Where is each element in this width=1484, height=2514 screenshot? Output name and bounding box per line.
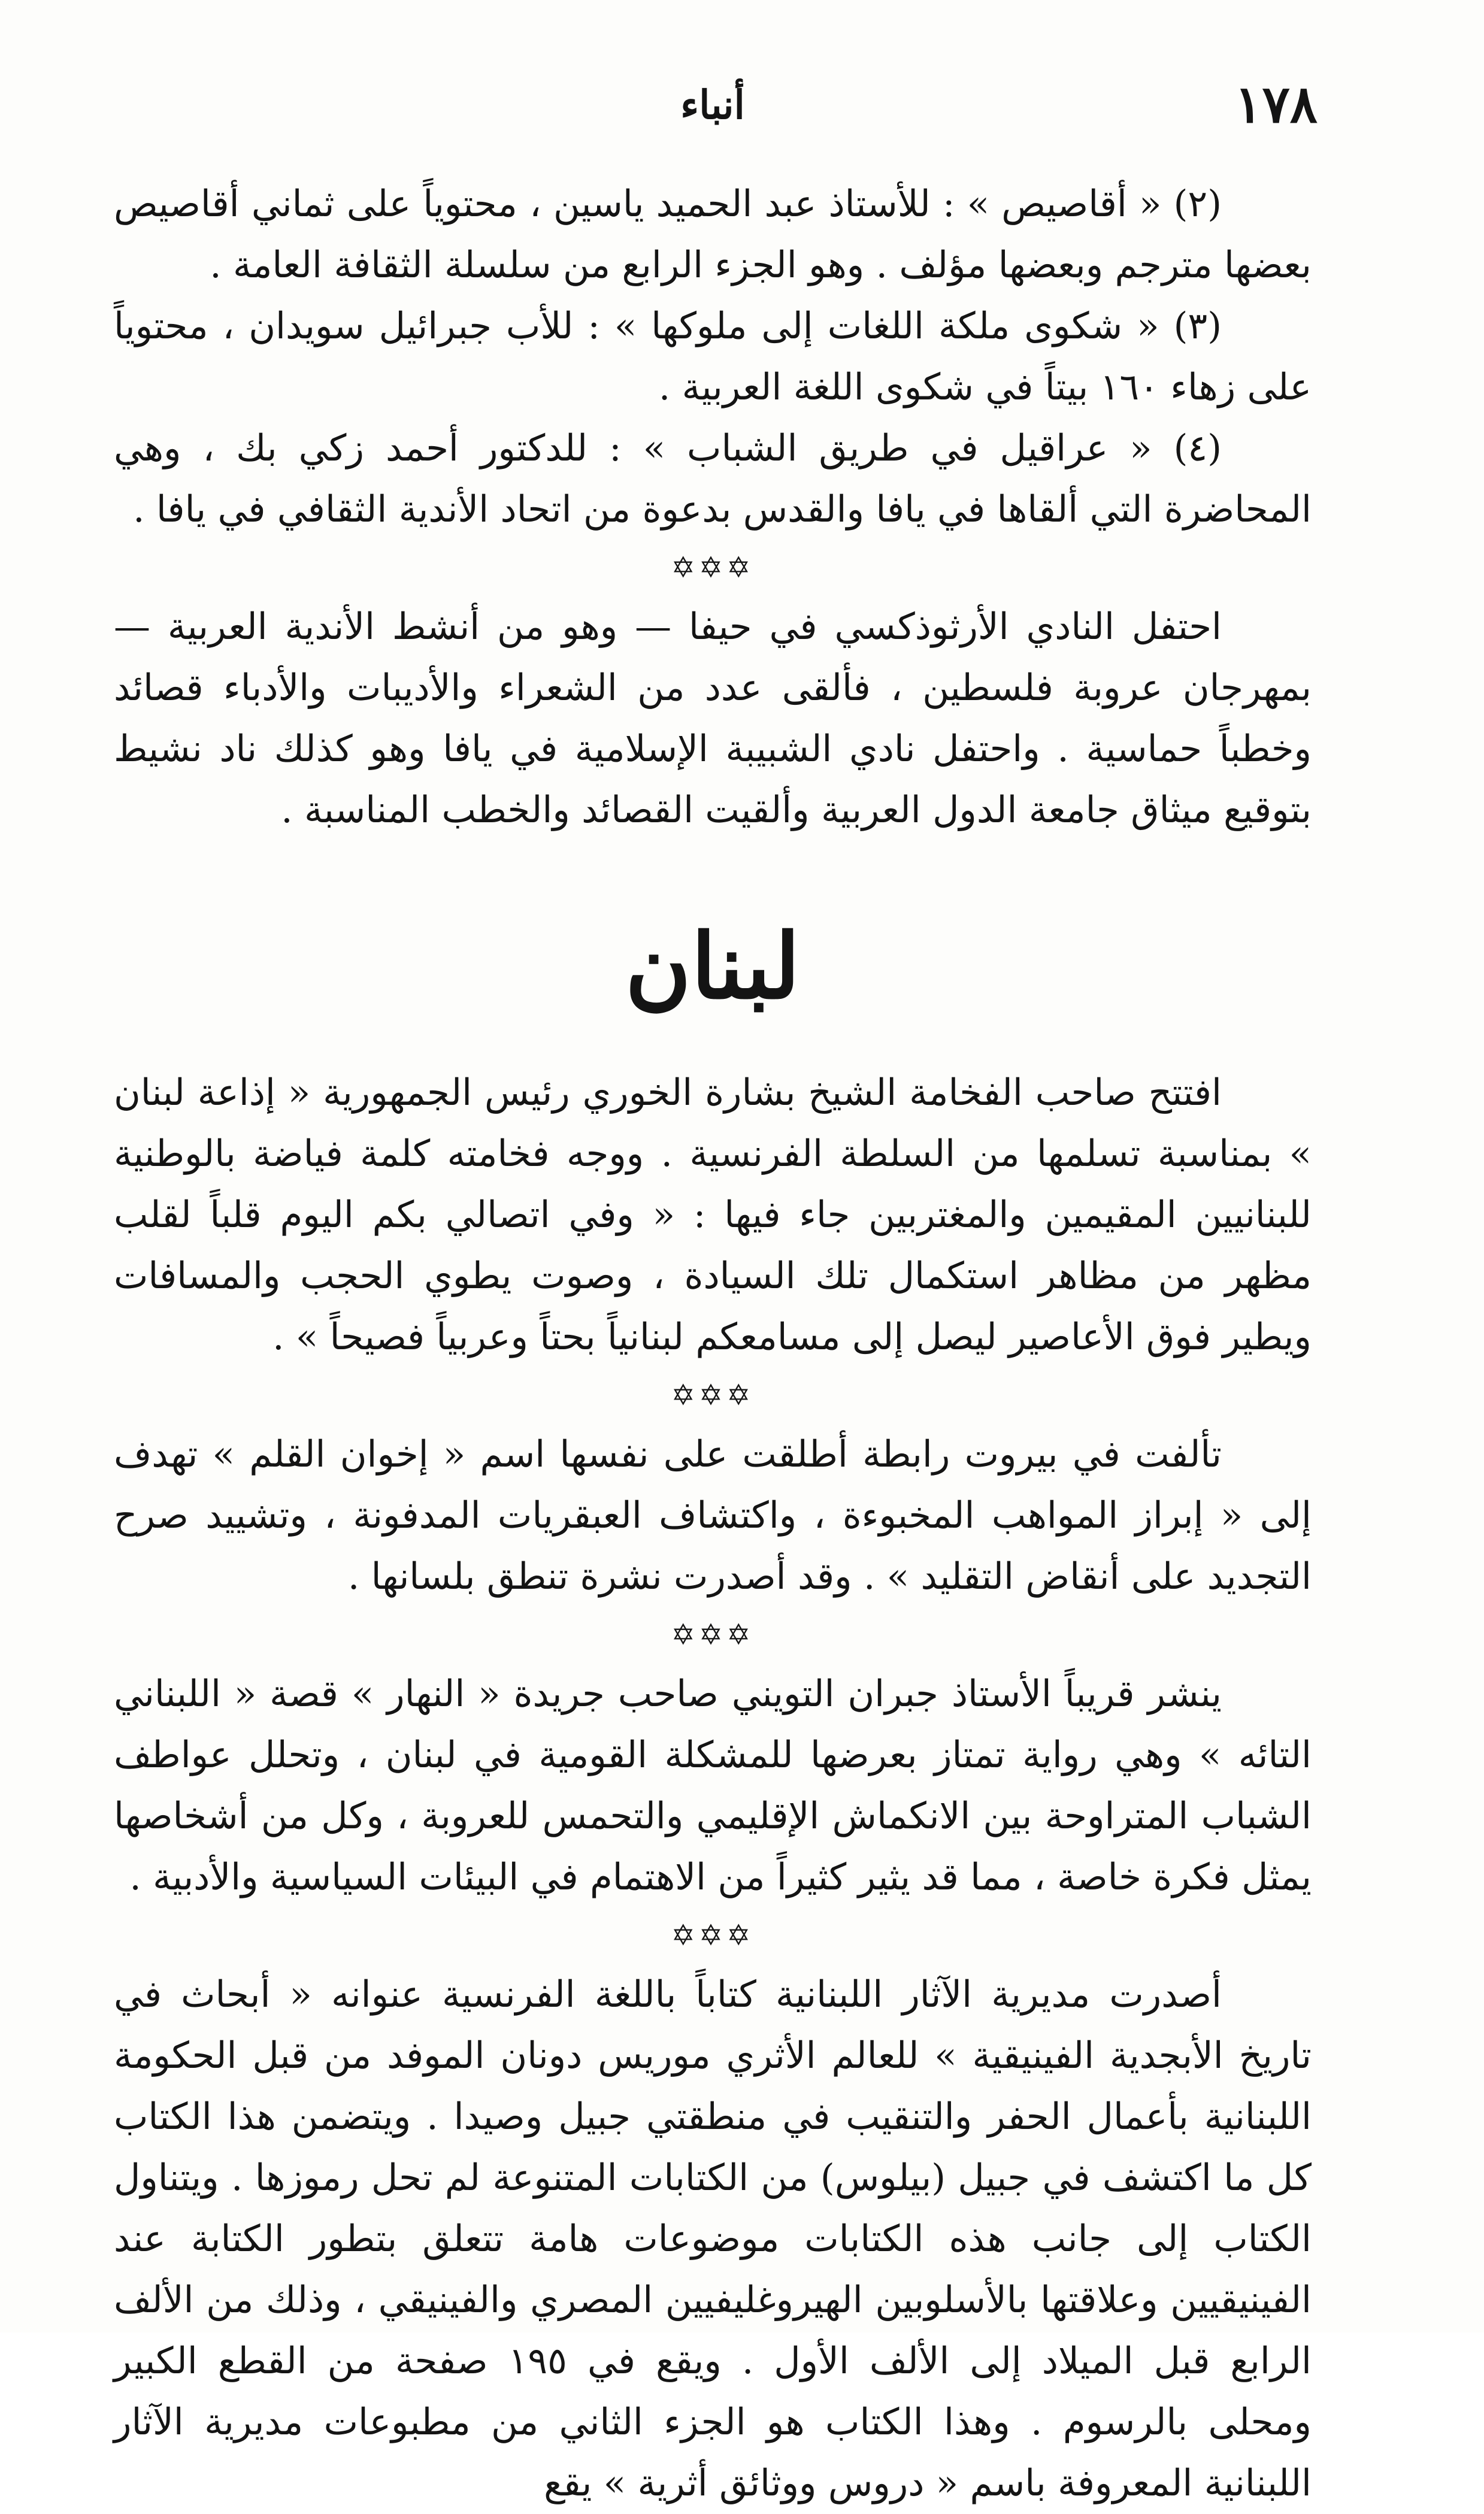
star-separator: ✡✡✡ [671,1379,755,1412]
book-item: (٢) « أقاصيص » : للأستاذ عبد الحميد ياسين ، محتوياً على ثماني أقاصيص بعضها مترجم وبعضها مؤلف . وهو الجزء الرابع من سلسلة الثقافة العامة . [114,183,1312,286]
news-paragraph: ينشر قريباً الأستاذ جبران التويني صاحب جريدة « النهار » قصة « اللبناني التائه » وهي رواية تمتاز بعرضها للمشكلة القومية في لبنان ، وتحلل عواطف الشباب المتراوحة بين الانكماش الإقليمي والتحمس للعروبة ، وكل من أشخاصها يمثل فكرة خاصة ، مما قد يثير كثيراً من الاهتمام في البيئات السياسية والأدبية . [114,1673,1312,1898]
news-paragraph: أصدرت مديرية الآثار اللبنانية كتاباً باللغة الفرنسية عنوانه « أبحاث في تاريخ الأبجدية الفينيقية » للعالم الأثري موريس دونان الموفد من قبل الحكومة اللبنانية بأعمال الحفر والتنقيب في منطقتي جبيل وصيدا . ويتضمن هذا الكتاب كل ما اكتشف في جبيل (بيلوس) من الكتابات المتنوعة لم تحل رموزها . ويتناول الكتاب إلى جانب هذه الكتابات موضوعات هامة تتعلق بتطور الكتابة عند الفينيقيين وعلاقتها بالأسلوبين الهيروغليفيين المصري والفينيقي ، وذلك من الألف الرابع قبل الميلاد إلى الألف الأول . ويقع في ١٩٥ صفحة من القطع الكبير ومحلى بالرسوم . وهذا الكتاب هو الجزء الثاني من مطبوعات مديرية الآثار اللبنانية المعروفة باسم « دروس ووثائق أثرية » يقع [114,1973,1312,2504]
star-separator: ✡✡✡ [671,1919,755,1952]
section-title: لبنان [625,914,801,1019]
running-title: أنباء [680,81,745,128]
star-separator: ✡✡✡ [671,1618,755,1652]
star-separator: ✡✡✡ [671,551,755,584]
book-item: (٤) « عراقيل في طريق الشباب » : للدكتور أحمد زكي بك ، وهي المحاضرة التي ألقاها في يافا والقدس بدعوة من اتحاد الأندية الثقافي في يافا . [114,427,1312,531]
page-number: ١٧٨ [1234,74,1318,135]
section-spacer [114,841,1312,907]
palestine-news-paragraph: احتفل النادي الأرثوذكسي في حيفا — وهو من أنشط الأندية العربية — بمهرجان عروبة فلسطين ، فألقى عدد من الشعراء والأديبات والأدباء قصائد وخطباً حماسية . واحتفل نادي الشبيبة الإسلامية في يافا وهو كذلك ناد نشيط بتوقيع ميثاق جامعة الدول العربية وألقيت القصائد والخطب المناسبة . [114,605,1312,831]
book-item: (٣) « شكوى ملكة اللغات إلى ملوكها » : للأب جبرائيل سويدان ، محتوياً على زهاء ١٦٠ بيتاً في شكوى اللغة العربية . [114,305,1312,408]
page-header [108,72,1318,138]
news-paragraph: افتتح صاحب الفخامة الشيخ بشارة الخوري رئيس الجمهورية « إذاعة لبنان » بمناسبة تسلمها من السلطة الفرنسية . ووجه فخامته كلمة فياضة بالوطنية للبنانيين المقيمين والمغتربين جاء فيها : « وفي اتصالي بكم اليوم قلباً لقلب مظهر من مظاهر استكمال تلك السيادة ، وصوت يطوي الحجب والمسافات ويطير فوق الأعاصير ليصل إلى مسامعكم لبنانياً بحتاً وعربياً فصيحاً » . [114,1071,1312,1358]
page-body [114,174,1312,2514]
news-paragraph: تألفت في بيروت رابطة أطلقت على نفسها اسم « إخوان القلم » تهدف إلى « إبراز المواهب المخبوءة ، واكتشاف العبقريات المدفونة ، وتشييد صرح التجديد على أنقاض التقليد » . وقد أصدرت نشرة تنطق بلسانها . [114,1433,1312,1598]
